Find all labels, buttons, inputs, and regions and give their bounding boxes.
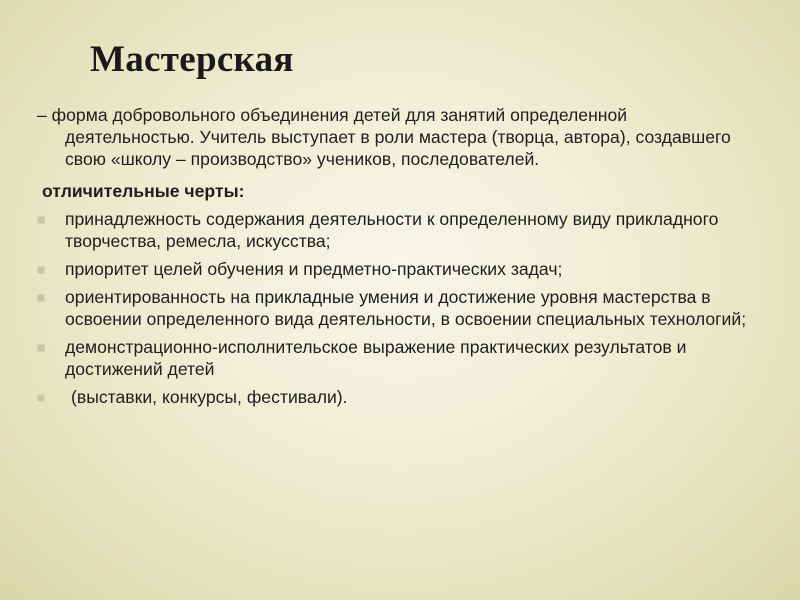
list-item: [37, 258, 757, 280]
square-bullet-icon: [37, 344, 45, 352]
list-item: [37, 386, 757, 408]
list-item-text: приоритет целей обучения и предметно-практических задач;: [65, 259, 563, 279]
list-item: [37, 336, 757, 380]
list-item-text: (выставки, конкурсы, фестивали).: [71, 387, 348, 407]
square-bullet-icon: [37, 394, 45, 402]
intro-text: – форма добровольного объединения детей для занятий определенной деятельностью. Учитель выступает в роли мастера (творца, автора), создавшего свою «школу – производство» учеников, последователей.: [37, 105, 731, 169]
square-bullet-icon: [37, 216, 45, 224]
list-item-text: ориентированность на прикладные умения и достижение уровня мастерства в освоении определенного вида деятельности, в освоении специальных технологий;: [65, 287, 747, 329]
slide-title: Мастерская: [90, 39, 294, 80]
list-item: [37, 286, 757, 330]
list-item-text: демонстрационно-исполнительское выражение практических результатов и достижений детей: [65, 337, 687, 379]
square-bullet-icon: [37, 294, 45, 302]
square-bullet-icon: [37, 266, 45, 274]
features-list: [37, 208, 757, 408]
features-heading: отличительные черты:: [42, 181, 245, 201]
slide-content: [37, 104, 757, 414]
list-item-text: принадлежность содержания деятельности к определенному виду прикладного творчества, ремесла, искусства;: [65, 209, 719, 251]
list-item: [37, 208, 757, 252]
